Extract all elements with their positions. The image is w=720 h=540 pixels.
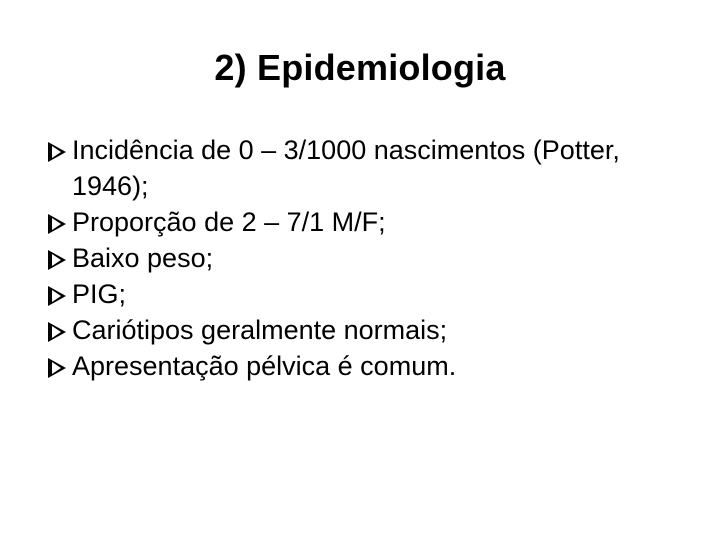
arrow-bullet-icon [46,348,68,384]
bullet-item [46,132,686,204]
arrow-bullet-icon [46,240,68,276]
bullet-text: Baixo peso; [72,243,214,273]
bullet-item [46,312,686,348]
bullet-item [46,204,686,240]
arrow-bullet-icon [46,132,68,168]
bullet-item [46,348,686,384]
arrow-bullet-icon [46,204,68,240]
bullet-text: Incidência de 0 – 3/1000 nascimentos (Potter, 1946); [72,135,620,201]
bullet-text: Apresentação pélvica é comum. [72,351,457,381]
arrow-bullet-icon [46,312,68,348]
bullet-list [46,132,686,384]
bullet-text: Proporção de 2 – 7/1 M/F; [72,207,386,237]
bullet-item [46,276,686,312]
arrow-bullet-icon [46,276,68,312]
bullet-item [46,240,686,276]
bullet-text: PIG; [72,279,127,309]
bullet-text: Cariótipos geralmente normais; [72,315,448,345]
slide-title: 2) Epidemiologia [214,47,506,88]
